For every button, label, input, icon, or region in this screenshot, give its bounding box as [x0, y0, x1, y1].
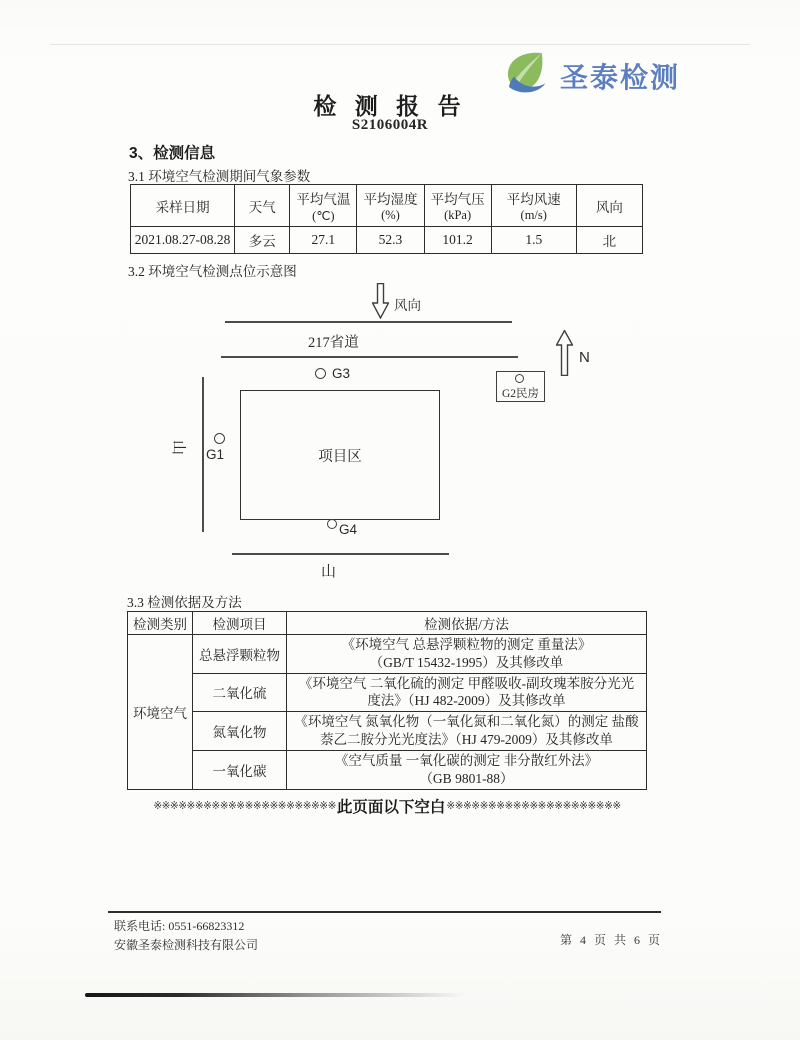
mountain-left-line — [202, 377, 204, 532]
report-title: 检 测 报 告 — [313, 93, 467, 119]
point-g1-label: G1 — [206, 447, 225, 462]
logo-text: 圣泰检测 — [560, 61, 681, 93]
point-g3-marker — [315, 368, 326, 379]
project-area-rect — [240, 390, 440, 520]
cell-avg-temperature: 27.1 — [290, 227, 357, 254]
footer-phone: 联系电话: 0551-66823312 — [114, 919, 245, 933]
col-test-item: 检测项目 — [193, 612, 287, 635]
col-wind-direction: 风向 — [576, 185, 642, 227]
project-area-label: 项目区 — [318, 449, 362, 465]
methods-row-tsp — [128, 635, 647, 674]
point-g1-marker — [214, 433, 225, 444]
section-3-1-label: 3.1 环境空气检测期间气象参数 — [128, 169, 311, 184]
blank-notice-text: 此页面以下空白 — [336, 799, 446, 816]
point-g4-label: G4 — [339, 522, 358, 537]
cell-item-so2: 二氧化硫 — [193, 673, 287, 712]
wind-direction-label: 风向 — [394, 298, 421, 313]
mountain-bottom-label: 山 — [321, 564, 337, 580]
leaf-icon — [502, 50, 554, 101]
col-avg-pressure: 平均气压 (kPa) — [424, 185, 491, 227]
road-line-top — [225, 321, 512, 323]
road-label: 217省道 — [308, 335, 359, 351]
wind-direction-arrow-icon — [372, 283, 389, 319]
col-avg-wind-speed: 平均风速 (m/s) — [491, 185, 576, 227]
methods-row-nox — [128, 712, 647, 751]
methods-table — [127, 611, 647, 790]
scan-artifact-line — [50, 44, 750, 45]
methods-row-so2 — [128, 673, 647, 712]
blank-page-notice — [124, 795, 650, 817]
blank-notice-marks-right: ※※※※※※※※※※※※※※※※※※※※※ — [446, 801, 621, 812]
road-line-bottom — [221, 356, 518, 358]
point-g4-marker — [327, 519, 337, 529]
section-3-2-label: 3.2 环境空气检测点位示意图 — [128, 264, 297, 279]
cell-avg-wind-speed: 1.5 — [491, 227, 576, 254]
footer-divider — [108, 911, 661, 913]
cell-method-co: 《空气质量 一氧化碳的测定 非分散红外法》 （GB 9801-88） — [287, 750, 647, 789]
cell-avg-pressure: 101.2 — [424, 227, 491, 254]
cell-method-so2: 《环境空气 二氧化硫的测定 甲醛吸收-副玫瑰苯胺分光光 度法》（HJ 482-2009）及其修改单 — [287, 673, 647, 712]
mountain-left-label: 山 — [170, 439, 187, 456]
weather-data-row — [131, 227, 643, 254]
footer-page-number: 第 4 页 共 6 页 — [560, 933, 663, 947]
cell-avg-humidity: 52.3 — [357, 227, 424, 254]
col-weather: 天气 — [235, 185, 290, 227]
point-g3-label: G3 — [332, 366, 351, 381]
methods-row-co — [128, 750, 647, 789]
col-avg-humidity: 平均湿度 (%) — [357, 185, 424, 227]
north-label: N — [579, 349, 590, 366]
cell-category: 环境空气 — [128, 635, 193, 790]
point-g2-label: G2民房 — [501, 388, 540, 400]
col-test-category: 检测类别 — [128, 612, 193, 635]
cell-weather: 多云 — [235, 227, 290, 254]
report-number: S2106004R — [351, 117, 429, 133]
col-sampling-date: 采样日期 — [131, 185, 235, 227]
methods-header-row — [128, 612, 647, 635]
section-3-3-label: 3.3 检测依据及方法 — [127, 595, 242, 610]
company-logo — [502, 50, 680, 101]
scan-artifact-smudge — [85, 993, 465, 997]
cell-wind-direction: 北 — [576, 227, 642, 254]
footer-company: 安徽圣泰检测科技有限公司 — [114, 938, 259, 952]
cell-item-co: 一氧化碳 — [193, 750, 287, 789]
weather-parameters-table — [130, 184, 643, 254]
weather-header-row — [131, 185, 643, 227]
mountain-bottom-line — [232, 553, 449, 555]
point-g2-marker — [515, 374, 524, 383]
col-avg-temperature: 平均气温 (℃) — [290, 185, 357, 227]
col-test-method: 检测依据/方法 — [287, 612, 647, 635]
blank-notice-marks-left: ※※※※※※※※※※※※※※※※※※※※※※ — [153, 801, 336, 812]
cell-method-nox: 《环境空气 氮氧化物（一氧化氮和二氧化氮）的测定 盐酸 萘乙二胺分光光度法》（HJ 479-2009）及其修改单 — [287, 712, 647, 751]
section-3-heading: 3、检测信息 — [129, 145, 216, 162]
cell-item-tsp: 总悬浮颗粒物 — [193, 635, 287, 674]
cell-method-tsp: 《环境空气 总悬浮颗粒物的测定 重量法》 （GB/T 15432-1995）及其修改单 — [287, 635, 647, 674]
north-arrow-icon — [556, 330, 573, 376]
g2-house-box — [496, 371, 545, 402]
cell-sampling-date: 2021.08.27-08.28 — [131, 227, 235, 254]
cell-item-nox: 氮氧化物 — [193, 712, 287, 751]
